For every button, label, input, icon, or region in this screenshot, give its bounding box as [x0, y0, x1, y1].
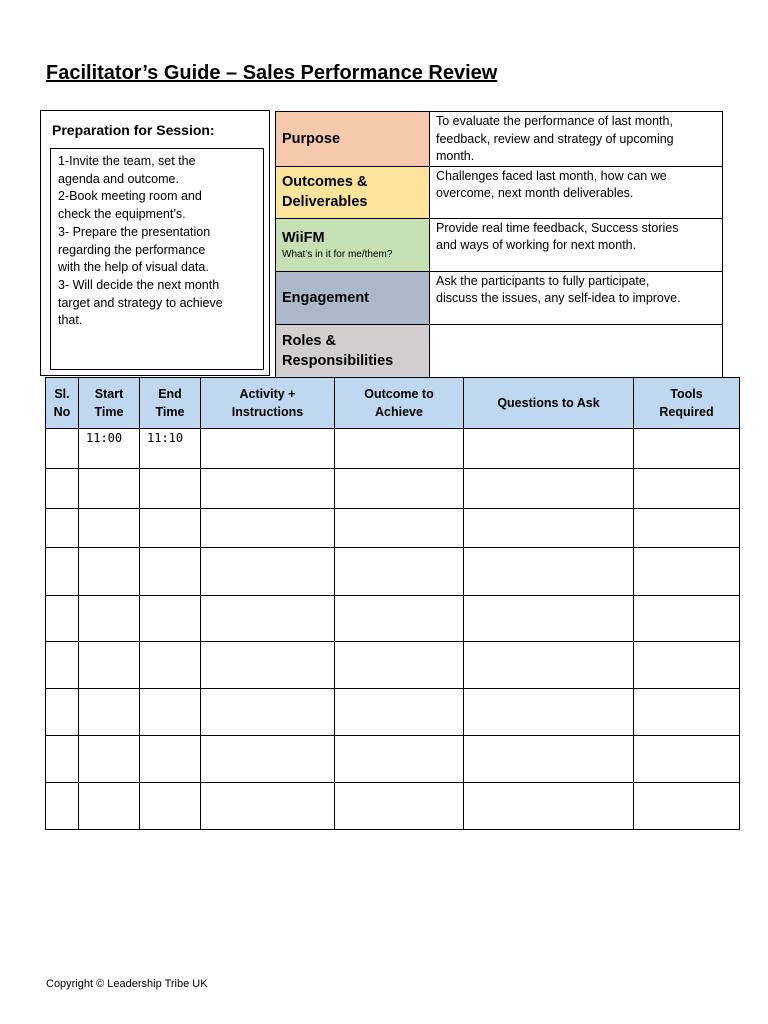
info-label-text: Responsibilities — [282, 352, 394, 369]
table-cell — [201, 736, 335, 783]
table-row — [46, 642, 740, 689]
table-cell — [464, 548, 634, 596]
info-label-text: WiiFM — [282, 230, 325, 246]
table-cell — [464, 469, 634, 509]
table-cell — [464, 596, 634, 642]
info-label-cell — [276, 271, 430, 324]
session-info-table — [275, 111, 723, 378]
table-cell — [464, 429, 634, 469]
table-cell — [46, 736, 79, 783]
table-cell — [335, 509, 464, 548]
info-value-text: Ask the participants to fully participate, — [436, 273, 650, 288]
table-row — [46, 548, 740, 596]
table-cell — [634, 509, 740, 548]
info-value-text: Provide real time feedback, Success stories — [436, 220, 679, 235]
table-cell — [140, 783, 201, 830]
table-cell — [79, 509, 140, 548]
table-cell — [79, 548, 140, 596]
table-cell — [634, 429, 740, 469]
table-cell — [201, 509, 335, 548]
page-title: Facilitator’s Guide – Sales Performance Review — [46, 62, 498, 84]
info-value-cell — [430, 112, 723, 167]
column-header-text: Required — [659, 405, 714, 419]
column-header — [335, 378, 464, 429]
table-cell — [464, 642, 634, 689]
table-cell — [464, 783, 634, 830]
preparation-line: that. — [58, 313, 83, 328]
table-cell — [46, 783, 79, 830]
copyright-footer: Copyright © Leadership Tribe UK — [46, 978, 208, 990]
info-value-text: month. — [436, 149, 475, 163]
preparation-line: 3- Will decide the next month — [58, 277, 220, 292]
column-header-text: Achieve — [375, 405, 423, 419]
column-header-text: Time — [155, 405, 185, 419]
info-row — [276, 166, 723, 218]
column-header-text: Tools — [670, 387, 703, 401]
table-cell — [634, 469, 740, 509]
preparation-line: agenda and outcome. — [58, 171, 179, 186]
table-cell — [335, 642, 464, 689]
table-cell — [79, 469, 140, 509]
info-label-cell — [276, 166, 430, 218]
column-header — [140, 378, 201, 429]
column-header — [46, 378, 79, 429]
table-cell — [79, 783, 140, 830]
table-cell — [46, 429, 79, 469]
table-cell — [634, 548, 740, 596]
table-cell — [140, 642, 201, 689]
table-cell — [140, 548, 201, 596]
table-cell — [79, 736, 140, 783]
info-value-cell — [430, 271, 723, 324]
table-cell — [464, 509, 634, 548]
table-cell — [634, 689, 740, 736]
table-cell — [46, 596, 79, 642]
table-cell — [634, 596, 740, 642]
preparation-line: target and strategy to achieve — [58, 295, 223, 310]
table-cell — [335, 736, 464, 783]
table-cell — [335, 596, 464, 642]
preparation-line: regarding the performance — [58, 242, 206, 257]
column-header-text: Activity + — [239, 387, 296, 401]
column-header-text: Instructions — [231, 405, 304, 419]
column-header-text: End — [158, 387, 182, 401]
table-row — [46, 469, 740, 509]
info-label-subtext: What’s in it for me/them? — [282, 249, 393, 260]
table-cell — [335, 469, 464, 509]
table-cell — [201, 469, 335, 509]
table-cell — [335, 548, 464, 596]
column-header-text: No — [53, 405, 71, 419]
info-row — [276, 271, 723, 324]
table-row — [46, 783, 740, 830]
table-cell — [634, 783, 740, 830]
table-row — [46, 509, 740, 548]
info-value-cell — [430, 166, 723, 218]
info-label-text: Outcomes & — [282, 174, 368, 190]
column-header — [201, 378, 335, 429]
column-header-text: Start — [94, 387, 124, 401]
info-row — [276, 324, 723, 377]
table-cell — [79, 596, 140, 642]
table-row — [46, 429, 740, 469]
table-cell — [464, 736, 634, 783]
table-cell — [46, 689, 79, 736]
info-value-text: discuss the issues, any self-idea to improve. — [436, 291, 681, 305]
table-cell — [79, 689, 140, 736]
preparation-line: check the equipment’s. — [58, 207, 186, 222]
info-row — [276, 112, 723, 167]
table-row — [46, 736, 740, 783]
table-cell — [201, 429, 335, 469]
table-cell — [634, 736, 740, 783]
table-cell — [335, 783, 464, 830]
preparation-line: 3- Prepare the presentation — [58, 224, 211, 239]
table-cell — [46, 469, 79, 509]
column-header-text: Outcome to — [364, 387, 434, 401]
info-label-cell — [276, 324, 430, 377]
column-header — [79, 378, 140, 429]
table-cell — [201, 642, 335, 689]
info-value-cell — [430, 324, 723, 377]
table-cell — [46, 509, 79, 548]
info-value-text: feedback, review and strategy of upcoming — [436, 131, 674, 146]
preparation-steps — [50, 148, 264, 370]
column-header — [464, 378, 634, 429]
table-cell — [140, 469, 201, 509]
info-label-text: Purpose — [282, 130, 341, 147]
table-cell — [335, 429, 464, 469]
table-cell — [335, 689, 464, 736]
preparation-line: 2-Book meeting room and — [58, 189, 202, 204]
table-cell — [201, 548, 335, 596]
table-cell — [634, 642, 740, 689]
table-cell — [201, 783, 335, 830]
table-cell — [140, 736, 201, 783]
column-header-text: Sl. — [54, 387, 70, 401]
info-value-cell — [430, 218, 723, 271]
info-label-cell — [276, 112, 430, 167]
table-row — [46, 689, 740, 736]
column-header-text: Questions to Ask — [497, 396, 600, 410]
info-label-text: Engagement — [282, 289, 370, 306]
info-label-text: Deliverables — [282, 194, 368, 210]
table-cell — [140, 509, 201, 548]
preparation-box — [40, 110, 270, 376]
preparation-line: with the help of visual data. — [58, 260, 209, 275]
info-value-text: overcome, next month deliverables. — [436, 186, 634, 200]
activity-table-header — [46, 378, 740, 429]
activity-table — [45, 377, 740, 830]
table-cell: 11:10 — [140, 429, 201, 469]
table-cell — [79, 642, 140, 689]
table-cell — [46, 642, 79, 689]
info-value-text: and ways of working for next month. — [436, 238, 637, 252]
table-cell — [46, 548, 79, 596]
table-row — [46, 596, 740, 642]
column-header — [634, 378, 740, 429]
table-cell — [201, 596, 335, 642]
info-label-text: Roles & — [282, 332, 336, 349]
info-label-cell — [276, 218, 430, 271]
table-cell — [140, 689, 201, 736]
table-cell: 11:00 — [79, 429, 140, 469]
table-cell — [140, 596, 201, 642]
preparation-heading: Preparation for Session: — [52, 122, 215, 138]
table-cell — [201, 689, 335, 736]
column-header-text: Time — [94, 405, 124, 419]
info-value-text: Challenges faced last month, how can we — [436, 168, 667, 183]
preparation-line: 1-Invite the team, set the — [58, 154, 196, 168]
info-value-text: To evaluate the performance of last month, — [436, 114, 673, 128]
table-cell — [464, 689, 634, 736]
info-row — [276, 218, 723, 271]
